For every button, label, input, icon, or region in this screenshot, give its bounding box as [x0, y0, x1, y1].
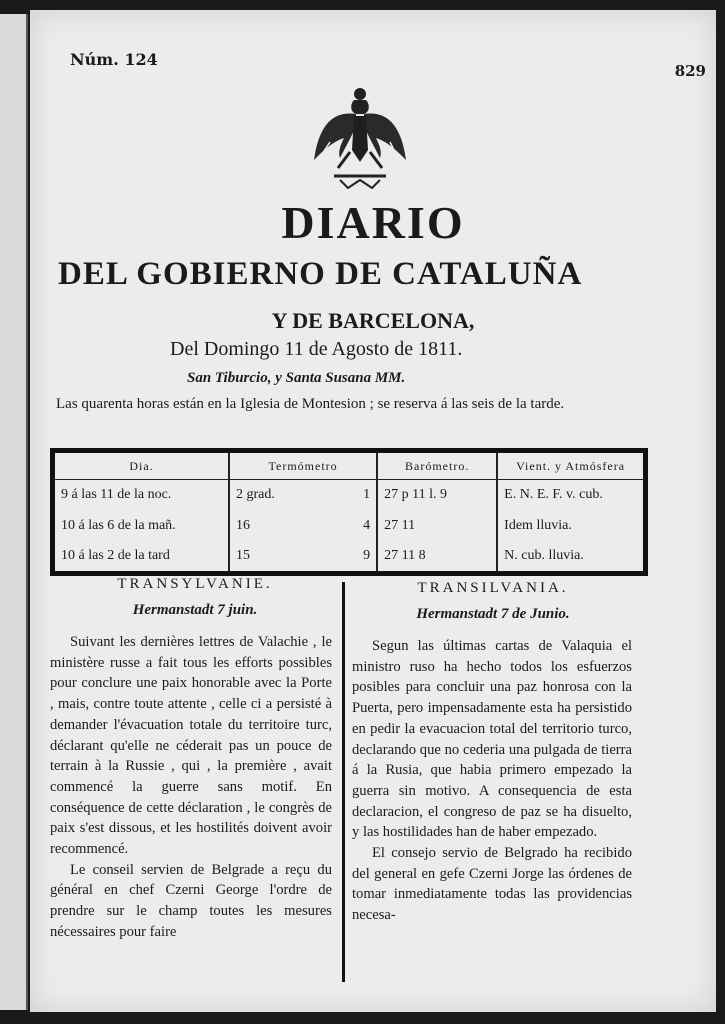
issue-date: Del Domingo 11 de Agosto de 1811. [170, 338, 463, 360]
column-header-viento: Vient. y Atmósfera [497, 453, 643, 480]
column-header-barometro: Barómetro. [377, 453, 497, 480]
previous-page-edge [0, 14, 28, 1010]
column-header-termometro: Termómetro [229, 453, 377, 480]
table-row: 10 á las 6 de la mañ. 16 4 27 11 Idem lluvia. [55, 510, 643, 540]
column-divider [342, 582, 345, 982]
right-column-heading: TRANSILVANIA. [417, 580, 569, 596]
right-column-body [352, 636, 632, 926]
table-row: 10 á las 2 de la tard 15 9 27 11 8 N. cub. lluvia. [55, 541, 643, 571]
paragraph: Segun las últimas cartas de Valaquia el ministro ruso ha hecho todos los esfuerzos posibles para concluir una paz honrosa con la Puerta, pero impensadamente esta ha persistido en pedir la evacuacion total del territorio turco, declarando que no cederia una pulgada de tierra á la Rusia, que habia primero empezado la guerra sin motivo. A consequencia de esta declaracion, el congreso de paz se ha disuelto, y las hostilidades han de haber empezado. [352, 638, 632, 841]
saints-of-day: San Tiburcio, y Santa Susana MM. [187, 370, 406, 386]
left-column-heading: TRANSYLVANIE. [117, 576, 273, 592]
column-header-dia: Dia. [55, 453, 229, 480]
newspaper-page [30, 10, 716, 1012]
weather-table [50, 448, 648, 576]
church-notice: Las quarenta horas están en la Iglesia de Montesion ; se reserva á las seis de la tarde. [56, 396, 565, 412]
table-row: 9 á las 11 de la noc. 2 grad. 1 27 p 11 l. 9 E. N. E. F. v. cub. [55, 480, 643, 511]
masthead-city: Y DE BARCELONA, [271, 308, 475, 333]
masthead-title: DIARIO [281, 197, 465, 248]
paragraph: Suivant les dernières lettres de Valachie , le ministère russe a fait tous les efforts possibles pour conclure une paix honorable avec la Porte , mais, contre toute attente , celle ci a persisté à demander l'évacuation totale du territoire turc, déclarant qu'elle ne céderait pas un pouce de terrain à la Russie , qui , la première , avait commencé la guerre sans motif. En conséquence de cette déclaration , le congrès de paix s'est dissous, et les hostilités doivent avoir recommencé. [50, 634, 332, 858]
paragraph: El consejo servio de Belgrado ha recibido del general en gefe Czerni Jorge las órdenes de tomar inmediatamente todas las providencias necesa- [352, 845, 632, 924]
issue-number: Núm. 124 [70, 50, 158, 69]
paragraph: Le conseil servien de Belgrade a reçu du général en chef Czerni George l'ordre de prendre sur le champ toutes les mesures nécessaires pour faire [50, 861, 332, 940]
left-column-dateline: Hermanstadt 7 juin. [132, 602, 258, 618]
right-column-dateline: Hermanstadt 7 de Junio. [416, 606, 570, 622]
page-number: 829 [674, 62, 706, 80]
eagle-emblem-icon [310, 80, 410, 195]
left-column-body [50, 632, 332, 943]
masthead-subtitle: DEL GOBIERNO DE CATALUÑA [58, 256, 583, 292]
